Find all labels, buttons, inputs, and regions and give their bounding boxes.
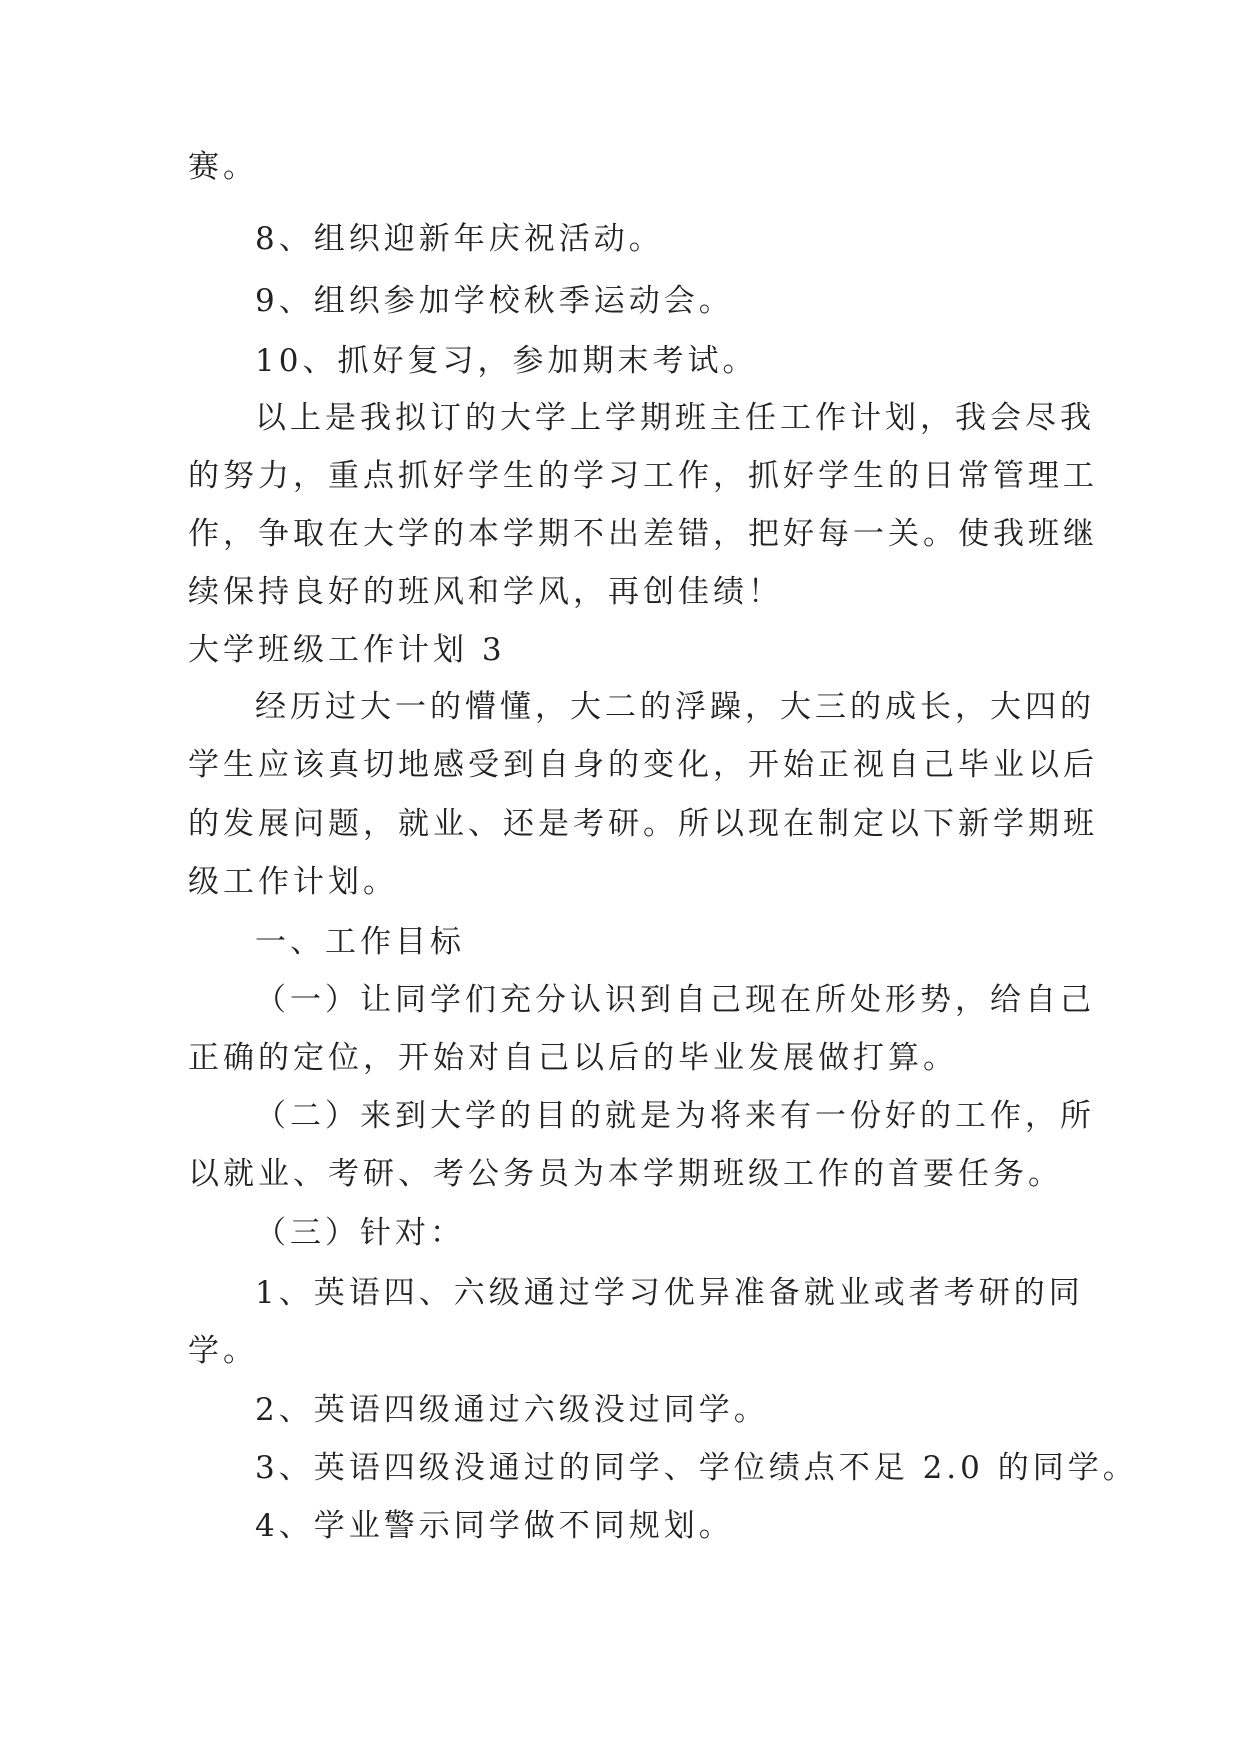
text-line: 2、英语四级通过六级没过同学。 bbox=[255, 1392, 769, 1428]
text-line: 的努力，重点抓好学生的学习工作，抓好学生的日常管理工 bbox=[188, 458, 1098, 494]
text-line: 学生应该真切地感受到自身的变化，开始正视自己毕业以后 bbox=[188, 747, 1098, 783]
text-line: 3、英语四级没通过的同学、学位绩点不足 2.0 的同学。 bbox=[255, 1450, 1138, 1486]
subheading: 一、工作目标 bbox=[255, 924, 465, 960]
text-line: 以上是我拟订的大学上学期班主任工作计划，我会尽我 bbox=[255, 400, 1095, 436]
text-line: （一）让同学们充分认识到自己现在所处形势，给自己 bbox=[255, 982, 1095, 1018]
text-line: 1、英语四、六级通过学习优异准备就业或者考研的同 bbox=[255, 1275, 1084, 1311]
text-line: 的发展问题，就业、还是考研。所以现在制定以下新学期班 bbox=[188, 806, 1098, 842]
text-line: 8、组织迎新年庆祝活动。 bbox=[255, 221, 664, 257]
text-line: 10、抓好复习，参加期末考试。 bbox=[255, 343, 758, 379]
text-line: 级工作计划。 bbox=[188, 864, 398, 900]
text-line: 赛。 bbox=[188, 149, 258, 185]
text-line: 作，争取在大学的本学期不出差错，把好每一关。使我班继 bbox=[188, 516, 1098, 552]
text-line: 以就业、考研、考公务员为本学期班级工作的首要任务。 bbox=[188, 1156, 1063, 1192]
text-line: （二）来到大学的目的就是为将来有一份好的工作，所 bbox=[255, 1098, 1095, 1134]
text-line: 正确的定位，开始对自己以后的毕业发展做打算。 bbox=[188, 1040, 958, 1076]
text-line: 9、组织参加学校秋季运动会。 bbox=[255, 283, 734, 319]
text-line: 续保持良好的班风和学风，再创佳绩！ bbox=[188, 574, 783, 610]
text-line: 学。 bbox=[188, 1333, 258, 1369]
section-heading: 大学班级工作计划 3 bbox=[188, 632, 506, 668]
text-line: （三）针对： bbox=[255, 1215, 465, 1251]
text-line: 4、学业警示同学做不同规划。 bbox=[255, 1508, 734, 1544]
text-line: 经历过大一的懵懂，大二的浮躁，大三的成长，大四的 bbox=[255, 689, 1095, 725]
